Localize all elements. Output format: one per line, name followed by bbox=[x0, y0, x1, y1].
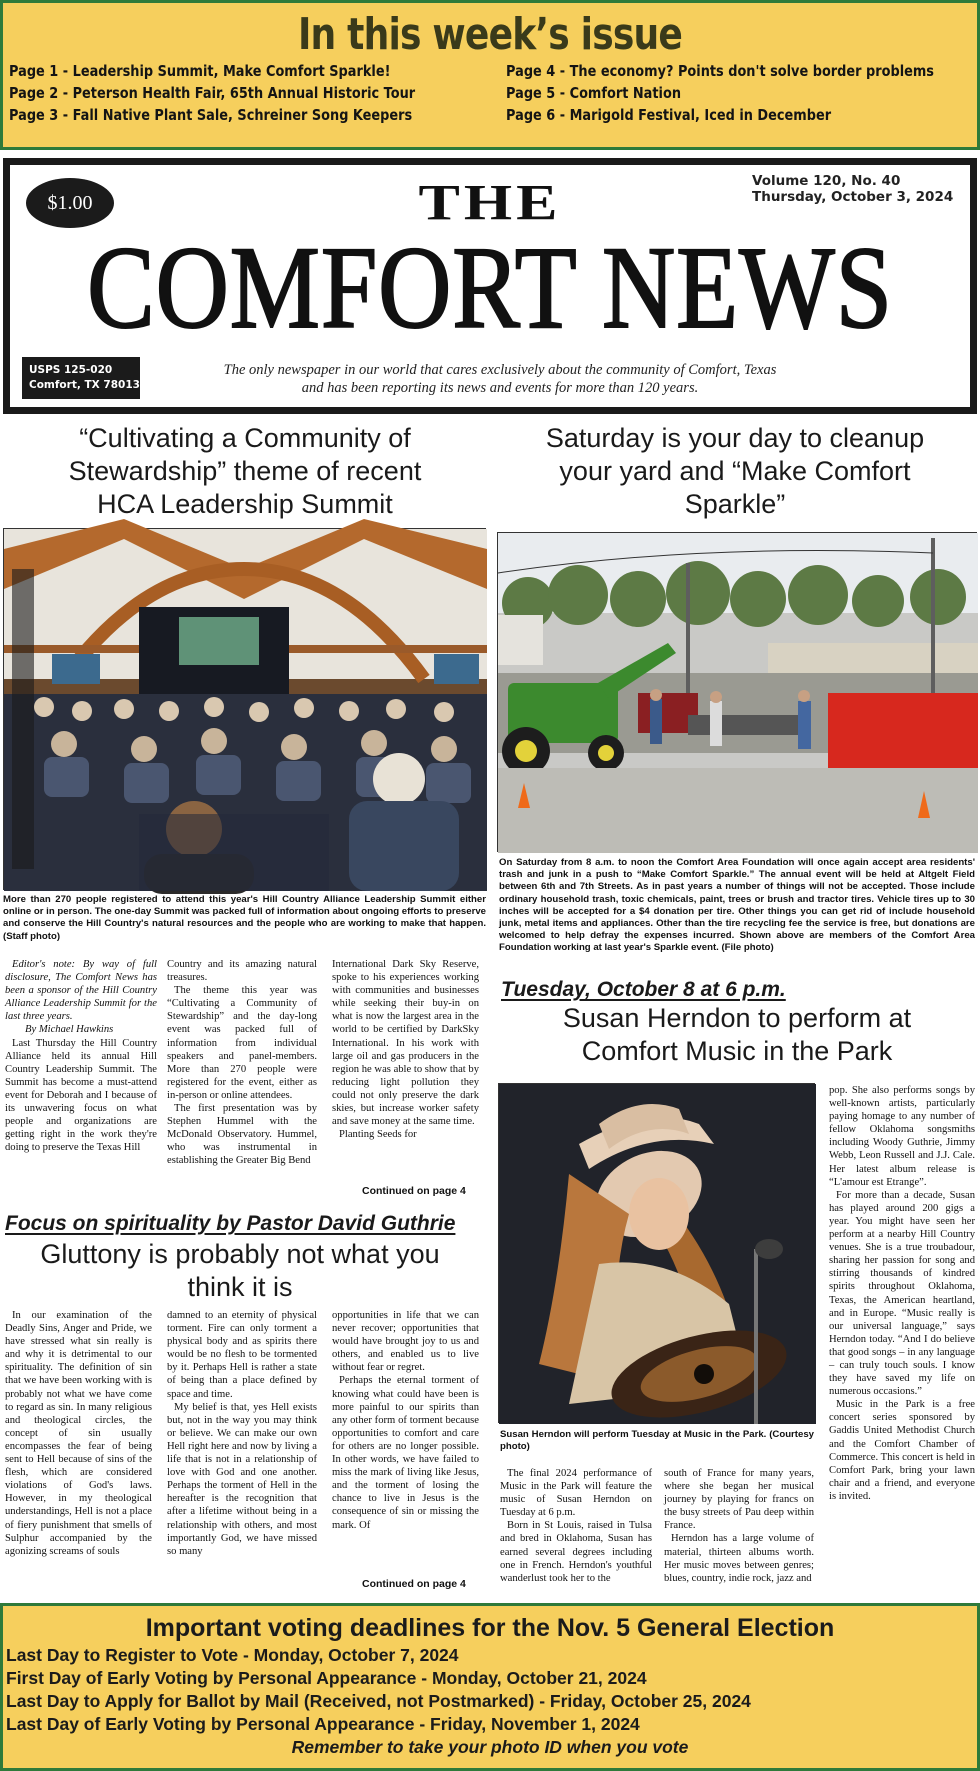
article-paragraph: Country and its amazing natural treasures. bbox=[167, 959, 317, 984]
masthead-the: THE bbox=[418, 175, 562, 231]
masthead-tagline bbox=[200, 361, 800, 397]
guthrie-continued-link[interactable]: Continued on page 4 bbox=[362, 1578, 466, 1590]
summit-photo bbox=[3, 528, 486, 890]
usps-box bbox=[22, 357, 140, 399]
voting-banner-title: Important voting deadlines for the Nov. 5 General Election bbox=[145, 1614, 835, 1642]
article-paragraph: Music in the Park is a free concert series sponsored by Gaddis United Methodist Church and the Comfort Chamber of Commerce. This concert is held in Comfort Park, bring your lawn chair and a friend, and everyone is invited. bbox=[829, 1399, 975, 1502]
summit-photo-image bbox=[4, 529, 487, 891]
article-paragraph: My belief is that, yes Hell exists but, not in the way you may think or believe. We can make our own Hell right here and now by living a life that is not in a relationship of love with God and one another. Perhaps the torment of Hell in the hereafter is the recognition that after a lifetime without being in a relationship with others, and most importantly God, we have missed so many bbox=[167, 1401, 317, 1557]
summit-headline[interactable] bbox=[0, 422, 490, 521]
sparkle-photo-caption: On Saturday from 8 a.m. to noon the Comfort Area Foundation will once again accept area residents' trash and junk in a push to “Make Comfort Sparkle.” The annual event will be held at Altgelt Field between 6th and 7th Streets. As in past years a number of things will not be accepted. Those include ordinary household trash, toxic chemicals, paint, trees or brush and tractor tires. Vehicle tires up to 30 inches will be accepted for a $4 donation per tire. Other things you can get rid of include household junk, metal items and appliances. Other than the tire recycling fee the service is free, but donations are welcomed to help defray the expenses incurred. Shown above are members of the Comfort Area Foundation working at last year's Sparkle event. (File photo) bbox=[499, 857, 975, 954]
headline-line: your yard and “Make Comfort bbox=[559, 456, 911, 486]
herndon-photo-image bbox=[499, 1084, 816, 1424]
headline-line: Saturday is your day to cleanup bbox=[545, 423, 925, 453]
sparkle-photo-image bbox=[498, 533, 978, 853]
voting-banner bbox=[0, 1603, 980, 1771]
article-paragraph: The theme this year was “Cultivating a Community of Stewardship” and the day-long event was packed full of information from individual speakers and panel-members. More than 270 people were registered for the event, either as in-person or online attendees. bbox=[167, 985, 317, 1101]
voting-reminder: Remember to take your photo ID when you vote bbox=[291, 1737, 689, 1757]
article-paragraph: Born in St Louis, raised in Tulsa and bred in Oklahoma, Susan has earned several degrees including one in French. Herndon's youthful wanderlust took her to the bbox=[500, 1520, 652, 1584]
article-paragraph: south of France for many years, where she began her musical journey by playing for francs on the busy streets of Pau deep within France. bbox=[664, 1468, 814, 1532]
article-paragraph: Planting Seeds for bbox=[339, 1129, 417, 1141]
volume-number: Volume 120, No. 40 bbox=[752, 173, 901, 189]
newspaper-name: COMFORT NEWS bbox=[87, 222, 893, 353]
editor-note: Editor's note: By way of full disclosure, The Comfort News has been a sponsor of the Hill Country Alliance Leadership Summit for the last three years. bbox=[5, 959, 157, 1023]
voting-deadline-item: Last Day to Apply for Ballot by Mail (Received, not Postmarked) - Friday, October 25, 2024 bbox=[6, 1691, 751, 1711]
voting-deadline-item: First Day of Early Voting by Personal Appearance - Monday, October 21, 2024 bbox=[6, 1668, 647, 1688]
herndon-headline[interactable] bbox=[497, 1002, 977, 1068]
price-badge: $1.00 bbox=[26, 178, 114, 228]
usps-number: USPS 125-020 bbox=[29, 364, 113, 376]
issue-banner-title: In this week’s issue bbox=[297, 9, 683, 60]
herndon-column-2 bbox=[664, 1467, 814, 1599]
headline-line: “Cultivating a Community of bbox=[79, 423, 411, 453]
herndon-photo-caption: Susan Herndon will perform Tuesday at Music in the Park. (Courtesy photo) bbox=[500, 1429, 814, 1453]
issue-page-item[interactable]: Page 4 - The economy? Points don't solve border problems bbox=[506, 62, 934, 80]
herndon-kicker: Tuesday, October 8 at 6 p.m. bbox=[501, 978, 786, 1001]
masthead bbox=[3, 158, 977, 414]
headline-line: Stewardship” theme of recent bbox=[68, 456, 422, 486]
headline-line: Gluttony is probably not what you bbox=[40, 1239, 440, 1269]
article-paragraph: The first presentation was by Stephen Hummel with the McDonald Observatory. Hummel, who was instrumental in establishing the Greater Big Bend bbox=[167, 1103, 317, 1167]
summit-column-2 bbox=[167, 958, 317, 1167]
guthrie-column-1 bbox=[5, 1309, 152, 1581]
article-paragraph: The final 2024 performance of Music in the Park will feature the music of Susan Herndon on Tuesday at 6 p.m. bbox=[500, 1468, 652, 1519]
issue-page-item[interactable]: Page 3 - Fall Native Plant Sale, Schreiner Song Keepers bbox=[9, 106, 413, 124]
article-paragraph: Last Thursday the Hill Country Alliance held its annual Hill Country Leadership Summit. The Summit has become a must-attend event for Deborah and I because of its unwavering focus on what people and organizations are getting right in the work they're doing to preserve the Texas Hill bbox=[5, 1037, 157, 1154]
usps-location: Comfort, TX 78013 bbox=[29, 379, 140, 391]
article-paragraph: International Dark Sky Reserve, spoke to his experiences working with communities and businesses while seeking their buy-in on what is now the largest area in the world to be certified by DarkSky International. In his work with large oil and gas producers in the region he was able to show that by reducing light pollution they could not only preserve the dark skies, but increase worker safety and save money at the same time. bbox=[332, 959, 479, 1128]
guthrie-headline[interactable] bbox=[0, 1238, 480, 1304]
summit-photo-caption: More than 270 people registered to attend this year's Hill Country Alliance Leadership Summit either online or in person. The one-day Summit was packed full of information about ongoing efforts to preserve and conserve the Hill Country's natural resources and the people who are working to make that happen. (Staff photo) bbox=[3, 894, 486, 942]
article-paragraph: opportunities in life that we can never recover; opportunities that would have brought joy to us and others, and enabled us to live without fear or regret. bbox=[332, 1310, 479, 1374]
headline-line: Susan Herndon to perform at bbox=[562, 1003, 912, 1033]
summit-column-3 bbox=[332, 958, 479, 1141]
headline-line: think it is bbox=[187, 1272, 293, 1302]
summit-column-1 bbox=[5, 958, 157, 1154]
guthrie-kicker: Focus on spirituality by Pastor David Guthrie bbox=[5, 1212, 456, 1235]
tagline-line: The only newspaper in our world that cares exclusively about the community of Comfort, Texas bbox=[223, 362, 777, 378]
voting-deadline-item: Last Day of Early Voting by Personal Appearance - Friday, November 1, 2024 bbox=[6, 1714, 640, 1734]
issue-banner bbox=[0, 0, 980, 150]
headline-line: Comfort Music in the Park bbox=[581, 1036, 893, 1066]
herndon-photo bbox=[498, 1083, 815, 1423]
article-paragraph: For more than a decade, Susan has played around 200 gigs a year. You might have seen her perform at a nearby Hill Country venues. She is a true troubadour, sharing her passion for song and stirring thousands of kindred spirits throughout Oklahoma, Texas, the American heartland, and in Europe. “Music really is our universal language,” says Herndon today. “And I do believe that good songs – in any language – can truly touch souls. I know they have saved my life on numerous occasions.” bbox=[829, 1189, 975, 1398]
sparkle-headline[interactable] bbox=[490, 422, 980, 521]
headline-line: HCA Leadership Summit bbox=[97, 489, 393, 519]
byline: By Michael Hawkins bbox=[25, 1024, 114, 1036]
summit-continued-link[interactable]: Continued on page 4 bbox=[362, 1185, 466, 1197]
sparkle-photo bbox=[497, 532, 977, 852]
issue-page-item[interactable]: Page 6 - Marigold Festival, Iced in December bbox=[506, 106, 832, 124]
article-paragraph: pop. She also performs songs by well-known artists, particularly paying homage to any number of fellow Oklahoma songsmiths including Woody Guthrie, Jimmy Webb, Leon Russell and J.J. Cale. Her latest album release is “L'amour est Etrange”. bbox=[829, 1085, 975, 1188]
article-paragraph: Perhaps the eternal torment of knowing what could have been is more painful to our spirits than any other form of torment because opportunities to comfort and care for others are no longer possible. In other words, we have failed to miss the mark of living like Jesus, and the torment of losing the chance to live in Jesus is the consequence of sin or missing the mark. Of bbox=[332, 1375, 479, 1531]
guthrie-column-3 bbox=[332, 1309, 479, 1567]
article-paragraph: Herndon has a large volume of material, thirteen albums worth. Her music moves between genres; blues, country, indie rock, jazz and bbox=[664, 1533, 814, 1584]
guthrie-column-2 bbox=[167, 1309, 317, 1581]
article-paragraph: damned to an eternity of physical torment. Fire can only torment a physical body and as spirits there would be no flesh to be tormented by it. Perhaps Hell is rather a state of being than a place defined by space and time. bbox=[167, 1310, 317, 1400]
issue-page-item[interactable]: Page 2 - Peterson Health Fair, 65th Annual Historic Tour bbox=[9, 84, 416, 102]
article-paragraph: In our examination of the Deadly Sins, Anger and Pride, we have stressed what sin really is and why it is detrimental to our spirituality. The definition of sin that we have been working with is probably not what we have come to regard as sin. In many religious and theological circles, the concept of sin usually encompasses the fear of being sent to Hell because of sins of the flesh, which are considered violations of God's laws. However, in my theological understandings, Hell is not a place of fiery punishment that smells of Sulphur accompanied by the agonizing screams of souls bbox=[5, 1310, 152, 1557]
issue-page-item[interactable]: Page 5 - Comfort Nation bbox=[506, 84, 682, 102]
herndon-column-1 bbox=[500, 1467, 652, 1599]
herndon-column-3 bbox=[829, 1084, 975, 1589]
issue-page-list bbox=[9, 61, 974, 126]
issue-date: Thursday, October 3, 2024 bbox=[752, 189, 954, 205]
voting-deadline-item: Last Day to Register to Vote - Monday, October 7, 2024 bbox=[6, 1645, 459, 1665]
headline-line: Sparkle” bbox=[684, 489, 786, 519]
tagline-line: and has been reporting its news and events for more than 120 years. bbox=[301, 380, 699, 396]
issue-page-item[interactable]: Page 1 - Leadership Summit, Make Comfort Sparkle! bbox=[9, 62, 391, 80]
